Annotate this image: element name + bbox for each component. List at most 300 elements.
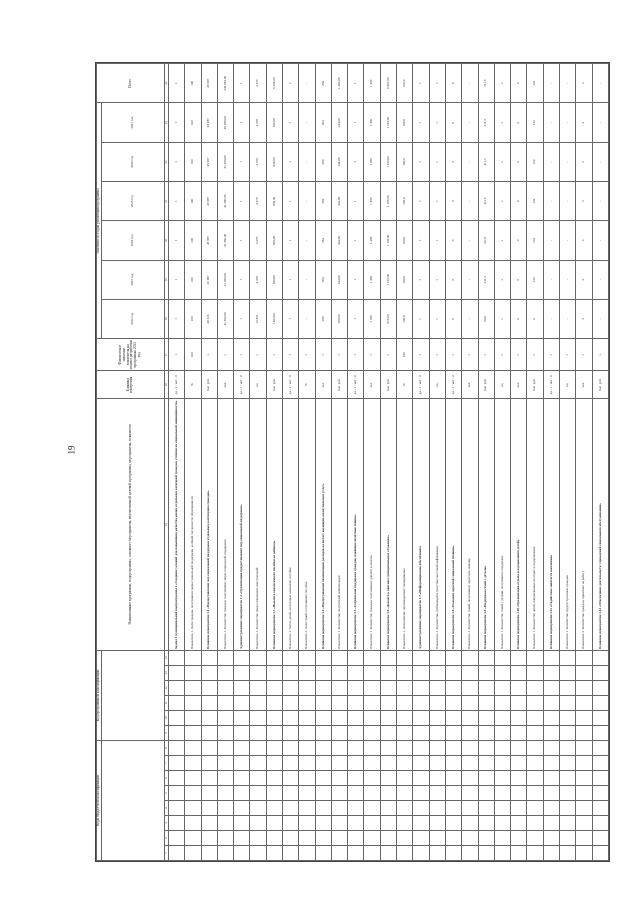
code-cell — [282, 695, 298, 710]
code-cell — [282, 786, 298, 801]
code-cell — [494, 786, 510, 801]
code-cell — [511, 650, 527, 665]
code-cell — [331, 695, 347, 710]
code-cell — [560, 725, 576, 740]
code-cell — [511, 756, 527, 771]
code-cell — [511, 665, 527, 680]
code-cell — [168, 801, 184, 816]
code-cell — [494, 710, 510, 725]
row-year-value: 1 165,00 — [380, 103, 396, 142]
row-name: Показатель 1. Доля граждан, получивших меры социальной поддержки, в общей численности обратившихся — [185, 399, 201, 651]
code-cell — [217, 710, 233, 725]
code-cell — [413, 725, 429, 740]
code-cell — [592, 695, 608, 710]
code-cell — [445, 816, 461, 831]
row-year-value: - — [592, 182, 608, 221]
code-cell — [315, 771, 331, 786]
column-number: 11 — [164, 695, 168, 710]
table-row — [592, 64, 608, 861]
row-year-value: 1 — [282, 103, 298, 142]
row-year-value: 100,0 — [397, 182, 413, 221]
row-year-value: 264 — [315, 260, 331, 299]
row-year-value: 1 — [234, 182, 250, 221]
row-name: Основное мероприятие 1.6 «Доплата к пенсиям муниципальных служащих» — [380, 399, 396, 651]
code-cell — [543, 695, 559, 710]
code-cell — [234, 846, 250, 861]
code-cell — [527, 725, 543, 740]
code-cell — [364, 756, 380, 771]
code-cell — [217, 680, 233, 695]
code-cell — [266, 665, 282, 680]
program-indicators-table — [96, 63, 609, 861]
code-cell — [234, 801, 250, 816]
code-cell — [429, 740, 445, 755]
row-total: 100,0 — [397, 64, 413, 104]
code-cell — [445, 756, 461, 771]
row-year-value: 1 — [348, 182, 364, 221]
row-year-value: х — [429, 182, 445, 221]
code-cell — [380, 710, 396, 725]
code-cell — [266, 801, 282, 816]
row-year-value: 0 — [511, 142, 527, 181]
row-year-value: 40 260,00 — [217, 103, 233, 142]
code-cell — [576, 650, 592, 665]
code-cell — [576, 740, 592, 755]
row-name: Основное мероприятие 1.8 «Оказание адресной социальной помощи» — [445, 399, 461, 651]
code-cell — [560, 695, 576, 710]
code-cell — [348, 846, 364, 861]
table-row — [331, 64, 347, 861]
code-cell — [234, 710, 250, 725]
code-cell — [168, 740, 184, 755]
code-cell — [250, 801, 266, 816]
code-cell — [429, 725, 445, 740]
row-year-value: - — [560, 221, 576, 260]
row-year-value: 100 — [185, 221, 201, 260]
table-row — [380, 64, 396, 861]
code-cell — [429, 816, 445, 831]
table-row — [168, 64, 184, 861]
header-budget-codes: Коды бюджетной классификации — [97, 740, 102, 860]
row-name: Основное мероприятие 1.1 «Предоставление мер социальной поддержки отдельным категориям граждан» — [201, 399, 217, 651]
code-cell — [527, 665, 543, 680]
code-cell — [299, 725, 315, 740]
code-cell — [348, 831, 364, 846]
row-year-value: х — [494, 182, 510, 221]
row-year-value: 45 987 — [201, 221, 217, 260]
code-cell — [592, 831, 608, 846]
code-cell — [315, 695, 331, 710]
header-base-value: Фактическое значение показателя на момент разработки программы 2021 год — [97, 339, 165, 371]
row-base-value: х — [331, 339, 347, 371]
code-cell — [494, 771, 510, 786]
row-year-value: 12 831 — [250, 299, 266, 338]
row-name: Показатель 1. Количество семей, получивших адресную помощь — [462, 399, 478, 651]
row-name: Показатель 1. Количество трудоустроенных граждан — [560, 399, 576, 651]
code-cell — [348, 650, 364, 665]
code-cell — [250, 756, 266, 771]
row-year-value: х — [494, 142, 510, 181]
code-cell — [168, 650, 184, 665]
code-cell — [527, 801, 543, 816]
row-year-value: 1 — [348, 221, 364, 260]
row-year-value: 838,00 — [266, 260, 282, 299]
page-number: 19 — [66, 445, 77, 455]
code-cell — [266, 816, 282, 831]
code-cell — [445, 771, 461, 786]
row-year-value: 4 370 — [250, 260, 266, 299]
code-cell — [217, 816, 233, 831]
row-unit: % — [397, 371, 413, 399]
code-cell — [348, 725, 364, 740]
code-cell — [445, 680, 461, 695]
code-cell — [331, 650, 347, 665]
row-year-value: х — [494, 221, 510, 260]
code-cell — [462, 816, 478, 831]
code-cell — [478, 695, 494, 710]
code-cell — [494, 831, 510, 846]
row-year-value: х — [494, 103, 510, 142]
code-cell — [380, 786, 396, 801]
code-cell — [462, 665, 478, 680]
code-cell — [397, 846, 413, 861]
code-cell — [234, 786, 250, 801]
code-cell — [299, 740, 315, 755]
code-cell — [511, 801, 527, 816]
code-cell — [331, 816, 347, 831]
row-year-value: 264 — [315, 182, 331, 221]
column-number: 15 — [164, 399, 168, 651]
row-base-value: 1 — [168, 339, 184, 371]
row-total: 3 — [576, 64, 592, 104]
row-total: - — [299, 64, 315, 104]
row-name: Показатель 1. Доля выплат, произведенных своевременно — [397, 399, 413, 651]
code-cell — [234, 680, 250, 695]
code-cell — [364, 650, 380, 665]
code-cell — [560, 801, 576, 816]
row-base-value: 1 — [234, 339, 250, 371]
row-year-value: 1 165,00 — [380, 142, 396, 181]
code-cell — [478, 846, 494, 861]
row-year-value: 45 987 — [201, 260, 217, 299]
code-cell — [560, 786, 576, 801]
row-unit: чел. — [576, 371, 592, 399]
row-unit: да - 1 / нет - 0 — [282, 371, 298, 399]
row-year-value: 244,00 — [331, 142, 347, 181]
row-year-value: 1 — [168, 103, 184, 142]
row-year-value: х — [413, 221, 429, 260]
row-unit: да - 1 / нет - 0 — [543, 371, 559, 399]
code-cell — [315, 650, 331, 665]
row-year-value: - — [592, 299, 608, 338]
code-cell — [185, 846, 201, 861]
column-number: 17 — [164, 339, 168, 371]
code-cell — [511, 846, 527, 861]
row-year-value: 3 — [576, 103, 592, 142]
code-cell — [299, 665, 315, 680]
code-cell — [560, 710, 576, 725]
code-cell — [299, 710, 315, 725]
code-cell — [413, 680, 429, 695]
column-number: 10 — [164, 710, 168, 725]
row-total: 132 — [527, 64, 543, 104]
row-year-value: 100 — [185, 142, 201, 181]
row-year-value: - — [462, 103, 478, 142]
code-cell — [168, 846, 184, 861]
column-number: 14 — [164, 650, 168, 665]
code-cell — [201, 650, 217, 665]
header-year: 2025 год — [101, 182, 164, 221]
row-unit: да - 1 / нет - 0 — [445, 371, 461, 399]
row-base-value: 1 — [413, 339, 429, 371]
header-year: 2023 год — [101, 260, 164, 299]
code-cell — [364, 665, 380, 680]
code-cell — [445, 801, 461, 816]
code-cell — [478, 786, 494, 801]
code-cell — [348, 816, 364, 831]
code-cell — [511, 740, 527, 755]
column-number: 16 — [164, 371, 168, 399]
column-number: 2 — [164, 831, 168, 846]
code-cell — [266, 771, 282, 786]
row-total: - — [592, 64, 608, 104]
row-base-value: 1 — [282, 339, 298, 371]
code-cell — [299, 846, 315, 861]
row-total: 1 466 — [364, 64, 380, 104]
row-base-value: х — [462, 339, 478, 371]
row-name: Основное мероприятие 1.9 «Поддержка семей с детьми» — [478, 399, 494, 651]
code-cell — [331, 846, 347, 861]
row-year-value: х — [429, 103, 445, 142]
row-year-value: 100,0 — [397, 221, 413, 260]
code-cell — [364, 771, 380, 786]
code-cell — [478, 680, 494, 695]
code-cell — [511, 725, 527, 740]
row-year-value: 48 323 — [201, 299, 217, 338]
row-year-value: 4 370 — [250, 221, 266, 260]
column-number: 4 — [164, 801, 168, 816]
column-number: 13 — [164, 665, 168, 680]
row-unit: да - 1 / нет - 0 — [168, 371, 184, 399]
row-year-value: х — [429, 260, 445, 299]
code-cell — [185, 756, 201, 771]
code-cell — [527, 695, 543, 710]
code-cell — [592, 756, 608, 771]
code-cell — [266, 831, 282, 846]
code-cell — [462, 786, 478, 801]
table-row — [462, 64, 478, 861]
code-cell — [331, 740, 347, 755]
row-year-value: 0 — [445, 142, 461, 181]
row-total: 311,5 — [478, 64, 494, 104]
row-year-value: 1 466 — [364, 260, 380, 299]
code-cell — [560, 665, 576, 680]
table-row — [266, 64, 282, 861]
code-cell — [397, 816, 413, 831]
code-cell — [511, 786, 527, 801]
row-base-value: х — [364, 339, 380, 371]
row-year-value: - — [299, 221, 315, 260]
code-cell — [234, 650, 250, 665]
code-cell — [217, 725, 233, 740]
code-cell — [234, 665, 250, 680]
code-cell — [462, 710, 478, 725]
code-cell — [282, 650, 298, 665]
code-cell — [494, 740, 510, 755]
code-cell — [348, 695, 364, 710]
code-cell — [168, 831, 184, 846]
table-row — [299, 64, 315, 861]
row-year-value: 244,00 — [331, 221, 347, 260]
code-cell — [397, 756, 413, 771]
code-cell — [348, 786, 364, 801]
column-number: 9 — [164, 725, 168, 740]
code-cell — [511, 816, 527, 831]
row-year-value: 1 — [348, 260, 364, 299]
code-cell — [592, 665, 608, 680]
code-cell — [494, 680, 510, 695]
row-year-value: 45 987 — [201, 103, 217, 142]
table-row — [543, 64, 559, 861]
row-year-value: х — [413, 299, 429, 338]
row-year-value: 1 336 — [364, 299, 380, 338]
row-year-value: х — [494, 260, 510, 299]
row-base-value: 1 — [348, 339, 364, 371]
table-row — [217, 64, 233, 861]
table-row — [478, 64, 494, 861]
code-cell — [576, 756, 592, 771]
row-year-value: - — [543, 182, 559, 221]
row-year-value: - — [299, 182, 315, 221]
code-cell — [266, 695, 282, 710]
code-cell — [250, 680, 266, 695]
column-number: 8 — [164, 740, 168, 755]
code-cell — [282, 680, 298, 695]
table-row — [560, 64, 576, 861]
row-total: 246 962,00 — [217, 64, 233, 104]
code-cell — [282, 816, 298, 831]
row-year-value: 260 — [315, 299, 331, 338]
row-year-value: 100 — [185, 299, 201, 338]
row-year-value: - — [560, 299, 576, 338]
code-cell — [250, 695, 266, 710]
code-cell — [462, 831, 478, 846]
code-cell — [364, 816, 380, 831]
code-cell — [168, 710, 184, 725]
row-year-value: х — [413, 182, 429, 221]
code-cell — [592, 710, 608, 725]
code-cell — [445, 846, 461, 861]
row-year-value: 311,5 — [478, 221, 494, 260]
code-cell — [185, 680, 201, 695]
code-cell — [201, 710, 217, 725]
row-year-value: 1 — [234, 260, 250, 299]
table-row — [250, 64, 266, 861]
code-cell — [413, 665, 429, 680]
code-cell — [282, 710, 298, 725]
row-unit: ед. — [250, 371, 266, 399]
row-year-value: 132 — [527, 221, 543, 260]
code-cell — [462, 771, 478, 786]
code-cell — [543, 740, 559, 755]
column-number: 5 — [164, 786, 168, 801]
row-unit: тыс. руб. — [266, 371, 282, 399]
code-cell — [201, 740, 217, 755]
code-cell — [462, 846, 478, 861]
row-year-value: - — [462, 260, 478, 299]
row-base-value: х — [315, 339, 331, 371]
row-unit: чел. — [511, 371, 527, 399]
row-year-value: 1 — [282, 182, 298, 221]
code-cell — [413, 695, 429, 710]
code-cell — [315, 710, 331, 725]
code-cell — [576, 665, 592, 680]
row-name: Основное мероприятие 1.12 «Обеспечение деятельности учреждений социального обслуживания» — [592, 399, 608, 651]
row-year-value: - — [560, 182, 576, 221]
header-unit: Единица измерения — [97, 371, 165, 399]
row-year-value: - — [543, 260, 559, 299]
row-year-value: 100,0 — [397, 142, 413, 181]
column-number: 3 — [164, 816, 168, 831]
row-year-value: 1 — [234, 299, 250, 338]
code-cell — [380, 650, 396, 665]
row-unit: % — [299, 371, 315, 399]
row-name: Показатель 1. Число детей, на которых назначено пособие — [282, 399, 298, 651]
code-cell — [250, 740, 266, 755]
code-cell — [217, 771, 233, 786]
code-cell — [217, 650, 233, 665]
code-cell — [282, 740, 298, 755]
code-cell — [234, 831, 250, 846]
code-cell — [348, 801, 364, 816]
code-cell — [380, 725, 396, 740]
code-cell — [234, 756, 250, 771]
code-cell — [478, 816, 494, 831]
row-year-value: 3 — [576, 142, 592, 181]
code-cell — [250, 725, 266, 740]
row-year-value: 0 — [445, 182, 461, 221]
row-unit: тыс. руб. — [527, 371, 543, 399]
row-year-value: 0,00 — [478, 299, 494, 338]
row-unit: да - 1 / нет - 0 — [413, 371, 429, 399]
code-cell — [282, 801, 298, 816]
code-cell — [315, 786, 331, 801]
code-cell — [413, 771, 429, 786]
row-year-value: 1 466 — [364, 221, 380, 260]
row-year-value: - — [560, 260, 576, 299]
row-year-value: 264 — [315, 103, 331, 142]
row-year-value: 1 466 — [364, 182, 380, 221]
code-cell — [478, 665, 494, 680]
table-row — [511, 64, 527, 861]
header-program-codes: Код программной классификации — [97, 650, 102, 740]
code-cell — [576, 801, 592, 816]
code-cell — [429, 650, 445, 665]
code-cell — [462, 680, 478, 695]
row-base-value: 100 — [185, 339, 201, 371]
code-cell — [592, 650, 608, 665]
code-cell — [380, 695, 396, 710]
row-year-value: х — [429, 299, 445, 338]
row-total: - — [560, 64, 576, 104]
row-base-value: х — [299, 339, 315, 371]
row-total: 0 — [445, 64, 461, 104]
row-base-value: х — [478, 339, 494, 371]
column-number: 21 — [164, 182, 168, 221]
row-year-value: 45 987 — [201, 142, 217, 181]
code-cell — [266, 756, 282, 771]
row-year-value: 1 — [282, 221, 298, 260]
